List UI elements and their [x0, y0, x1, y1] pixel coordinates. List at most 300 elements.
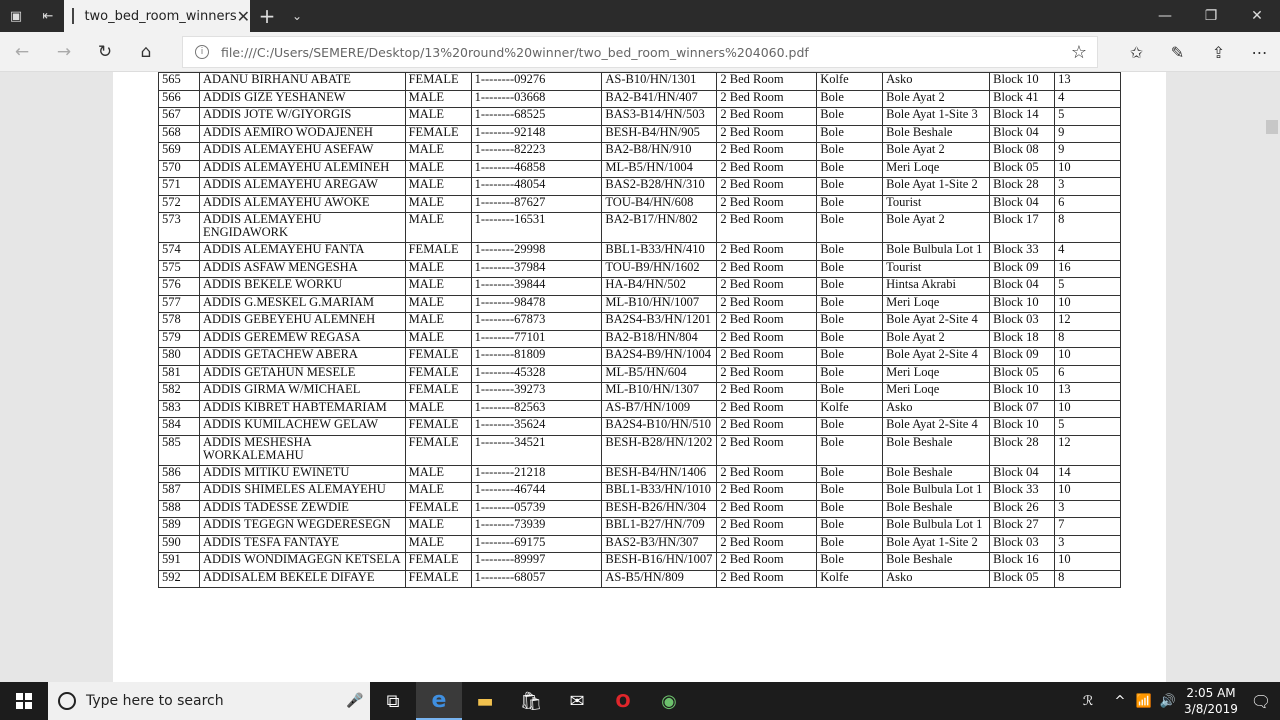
cell-floor: 10 [1055, 160, 1121, 178]
cell-full-name: ADDISALEM BEKELE DIFAYE [199, 570, 405, 588]
table-row [159, 178, 1121, 196]
cell-house-code: BESH-B4/HN/1406 [602, 465, 717, 483]
cell-sub-city: Bole [817, 365, 883, 383]
cell-full-name: ADANU BIRHANU ABATE [199, 73, 405, 91]
cell-house-code: BESH-B28/HN/1202 [602, 435, 717, 465]
cell-floor: 10 [1055, 553, 1121, 571]
cell-block: Block 04 [990, 125, 1055, 143]
cell-row-number: 588 [159, 500, 200, 518]
cell-row-number: 571 [159, 178, 200, 196]
cell-house-type: 2 Bed Room [717, 213, 817, 243]
wifi-icon[interactable]: 📶 [1135, 693, 1153, 709]
cell-row-number: 582 [159, 383, 200, 401]
cell-gender: MALE [405, 90, 471, 108]
cell-block: Block 14 [990, 108, 1055, 126]
cell-site: Meri Loqe [883, 383, 990, 401]
table-row [159, 278, 1121, 296]
cell-house-type: 2 Bed Room [717, 108, 817, 126]
favorites-icon[interactable]: ✩ [1129, 42, 1144, 62]
table-row [159, 500, 1121, 518]
cell-row-number: 578 [159, 313, 200, 331]
cell-site: Bole Bulbula Lot 1 [883, 518, 990, 536]
cell-sub-city: Bole [817, 435, 883, 465]
cell-block: Block 05 [990, 570, 1055, 588]
cell-gender: FEMALE [405, 500, 471, 518]
cell-gender: MALE [405, 483, 471, 501]
cell-floor: 5 [1055, 278, 1121, 296]
cell-house-type: 2 Bed Room [717, 383, 817, 401]
table-row [159, 213, 1121, 243]
cell-row-number: 577 [159, 295, 200, 313]
cell-row-number: 572 [159, 195, 200, 213]
minimize-button[interactable]: — [1158, 8, 1172, 24]
cell-house-type: 2 Bed Room [717, 195, 817, 213]
cell-site: Bole Bulbula Lot 1 [883, 243, 990, 261]
new-tab-icon[interactable]: + [258, 4, 276, 28]
cell-gender: FEMALE [405, 383, 471, 401]
table-row [159, 313, 1121, 331]
cell-gender: MALE [405, 195, 471, 213]
cell-floor: 5 [1055, 418, 1121, 436]
table-row [159, 108, 1121, 126]
favorite-star-icon[interactable]: ☆ [1070, 41, 1088, 63]
cell-full-name: ADDIS MESHESHA WORKALEMAHU [199, 435, 405, 465]
cell-sub-city: Bole [817, 108, 883, 126]
cell-sub-city: Bole [817, 295, 883, 313]
cell-full-name: ADDIS GETAHUN MESELE [199, 365, 405, 383]
cell-gender: FEMALE [405, 570, 471, 588]
table-row [159, 383, 1121, 401]
table-row [159, 553, 1121, 571]
cell-full-name: ADDIS MITIKU EWINETU [199, 465, 405, 483]
table-row [159, 160, 1121, 178]
cell-full-name: ADDIS GEBEYEHU ALEMNEH [199, 313, 405, 331]
address-url[interactable]: file:///C:/Users/SEMERE/Desktop/13%20round%20winner/two_bed_room_winners%204060.pdf [221, 44, 809, 60]
forward-icon[interactable]: → [56, 42, 72, 62]
address-bar[interactable] [182, 36, 1098, 68]
cell-floor: 5 [1055, 108, 1121, 126]
cell-full-name: ADDIS GETACHEW ABERA [199, 348, 405, 366]
pdf-next-page [113, 662, 1166, 682]
cell-sub-city: Bole [817, 178, 883, 196]
title-bar [0, 0, 1280, 32]
cell-row-number: 566 [159, 90, 200, 108]
mail-icon[interactable]: ✉ [569, 690, 585, 712]
task-view-icon[interactable]: ⧉ [386, 690, 400, 712]
cell-reg-number: 1--------45328 [471, 365, 602, 383]
winners-table [158, 72, 1121, 588]
cell-block: Block 16 [990, 553, 1055, 571]
cell-reg-number: 1--------34521 [471, 435, 602, 465]
cell-block: Block 10 [990, 295, 1055, 313]
cell-row-number: 583 [159, 400, 200, 418]
cell-house-code: BESH-B26/HN/304 [602, 500, 717, 518]
cell-sub-city: Bole [817, 125, 883, 143]
cell-reg-number: 1--------39273 [471, 383, 602, 401]
table-row [159, 365, 1121, 383]
cell-house-code: BBL1-B33/HN/1010 [602, 483, 717, 501]
cell-row-number: 585 [159, 435, 200, 465]
pen-icon[interactable]: ✎ [1170, 42, 1185, 62]
cell-full-name: ADDIS WONDIMAGEGN KETSELA [199, 553, 405, 571]
cell-house-type: 2 Bed Room [717, 483, 817, 501]
taskbar-search[interactable] [48, 682, 370, 720]
restore-button[interactable]: ❐ [1204, 8, 1218, 24]
table-row [159, 73, 1121, 91]
close-window-button[interactable]: ✕ [1251, 8, 1263, 24]
tab-close-icon[interactable]: ✕ [236, 6, 250, 26]
clock[interactable] [1180, 685, 1242, 717]
cell-full-name: ADDIS GIRMA W/MICHAEL [199, 383, 405, 401]
start-button[interactable] [0, 682, 48, 720]
cell-sub-city: Bole [817, 535, 883, 553]
table-row [159, 483, 1121, 501]
cell-full-name: ADDIS ALEMAYEHU ENGIDAWORK [199, 213, 405, 243]
cell-house-type: 2 Bed Room [717, 278, 817, 296]
set-tabs-aside-icon[interactable]: ⇤ [42, 8, 54, 24]
cell-house-code: BESH-B16/HN/1007 [602, 553, 717, 571]
cell-floor: 10 [1055, 483, 1121, 501]
cell-full-name: ADDIS GEREMEW REGASA [199, 330, 405, 348]
cell-reg-number: 1--------98478 [471, 295, 602, 313]
cell-house-type: 2 Bed Room [717, 73, 817, 91]
cell-block: Block 04 [990, 278, 1055, 296]
cell-full-name: ADDIS ALEMAYEHU AWOKE [199, 195, 405, 213]
cell-sub-city: Bole [817, 518, 883, 536]
cell-house-type: 2 Bed Room [717, 330, 817, 348]
cell-block: Block 28 [990, 435, 1055, 465]
cell-house-type: 2 Bed Room [717, 295, 817, 313]
cell-sub-city: Kolfe [817, 73, 883, 91]
cell-floor: 6 [1055, 195, 1121, 213]
cell-gender: MALE [405, 178, 471, 196]
cell-sub-city: Bole [817, 348, 883, 366]
table-row [159, 435, 1121, 465]
cell-floor: 10 [1055, 295, 1121, 313]
store-icon[interactable]: 🛍 [519, 690, 543, 712]
cell-sub-city: Kolfe [817, 400, 883, 418]
cell-block: Block 17 [990, 213, 1055, 243]
table-row [159, 535, 1121, 553]
cell-full-name: ADDIS KIBRET HABTEMARIAM [199, 400, 405, 418]
cell-block: Block 07 [990, 400, 1055, 418]
cell-site: Meri Loqe [883, 295, 990, 313]
cell-block: Block 09 [990, 348, 1055, 366]
cell-sub-city: Bole [817, 500, 883, 518]
cell-house-code: TOU-B4/HN/608 [602, 195, 717, 213]
cell-floor: 4 [1055, 90, 1121, 108]
table-row [159, 195, 1121, 213]
cell-row-number: 586 [159, 465, 200, 483]
cell-floor: 10 [1055, 348, 1121, 366]
cell-full-name: ADDIS ALEMAYEHU ALEMINEH [199, 160, 405, 178]
cell-reg-number: 1--------81809 [471, 348, 602, 366]
cell-block: Block 03 [990, 535, 1055, 553]
cell-floor: 12 [1055, 435, 1121, 465]
info-icon[interactable]: i [195, 45, 209, 59]
cell-site: Bole Bulbula Lot 1 [883, 483, 990, 501]
cell-gender: MALE [405, 260, 471, 278]
cell-house-type: 2 Bed Room [717, 465, 817, 483]
cell-house-code: ML-B5/HN/1004 [602, 160, 717, 178]
cell-row-number: 567 [159, 108, 200, 126]
cell-floor: 3 [1055, 500, 1121, 518]
cell-gender: MALE [405, 278, 471, 296]
cell-floor: 9 [1055, 143, 1121, 161]
cell-site: Bole Ayat 2-Site 4 [883, 313, 990, 331]
cell-sub-city: Bole [817, 278, 883, 296]
cell-block: Block 33 [990, 243, 1055, 261]
cell-reg-number: 1--------68057 [471, 570, 602, 588]
cell-reg-number: 1--------67873 [471, 313, 602, 331]
cell-block: Block 28 [990, 178, 1055, 196]
cell-reg-number: 1--------68525 [471, 108, 602, 126]
cell-house-code: BA2-B18/HN/804 [602, 330, 717, 348]
scrollbar-thumb[interactable] [1266, 120, 1278, 134]
cell-reg-number: 1--------82223 [471, 143, 602, 161]
cell-site: Bole Beshale [883, 500, 990, 518]
cell-full-name: ADDIS SHIMELES ALEMAYEHU [199, 483, 405, 501]
cell-gender: FEMALE [405, 243, 471, 261]
chrome-icon[interactable]: ◉ [661, 690, 677, 712]
cell-reg-number: 1--------82563 [471, 400, 602, 418]
cell-site: Bole Ayat 1-Site 3 [883, 108, 990, 126]
tab-preview-chevron-icon[interactable]: ⌄ [291, 9, 303, 23]
notification-icon[interactable]: 🗨 [1250, 691, 1272, 711]
cell-block: Block 10 [990, 418, 1055, 436]
cell-house-type: 2 Bed Room [717, 435, 817, 465]
cell-row-number: 581 [159, 365, 200, 383]
cell-house-code: AS-B7/HN/1009 [602, 400, 717, 418]
cell-floor: 6 [1055, 365, 1121, 383]
system-tray [1076, 682, 1280, 720]
cell-reg-number: 1--------46744 [471, 483, 602, 501]
cell-gender: MALE [405, 160, 471, 178]
cell-sub-city: Bole [817, 90, 883, 108]
more-icon[interactable]: ⋯ [1251, 42, 1268, 62]
cell-floor: 16 [1055, 260, 1121, 278]
cell-full-name: ADDIS ASFAW MENGESHA [199, 260, 405, 278]
cell-floor: 13 [1055, 383, 1121, 401]
cell-floor: 3 [1055, 178, 1121, 196]
cell-gender: MALE [405, 213, 471, 243]
opera-icon[interactable]: O [615, 690, 631, 712]
cell-house-type: 2 Bed Room [717, 570, 817, 588]
cell-house-code: ML-B10/HN/1307 [602, 383, 717, 401]
cell-block: Block 05 [990, 365, 1055, 383]
table-row [159, 260, 1121, 278]
cell-house-code: BA2-B8/HN/910 [602, 143, 717, 161]
cell-full-name: ADDIS ALEMAYEHU ASEFAW [199, 143, 405, 161]
cell-full-name: ADDIS KUMILACHEW GELAW [199, 418, 405, 436]
cell-gender: FEMALE [405, 418, 471, 436]
tab-pdf[interactable] [64, 0, 250, 32]
cell-block: Block 04 [990, 465, 1055, 483]
cell-reg-number: 1--------03668 [471, 90, 602, 108]
file-explorer-icon[interactable]: ▬ [476, 690, 494, 712]
cell-house-type: 2 Bed Room [717, 518, 817, 536]
table-row [159, 400, 1121, 418]
back-icon[interactable]: ← [14, 42, 30, 62]
clock-date: 3/8/2019 [1184, 702, 1238, 716]
cell-reg-number: 1--------21218 [471, 465, 602, 483]
cell-full-name: ADDIS TADESSE ZEWDIE [199, 500, 405, 518]
cell-site: Asko [883, 400, 990, 418]
clock-time: 2:05 AM [1186, 686, 1236, 700]
cell-row-number: 573 [159, 213, 200, 243]
cell-row-number: 575 [159, 260, 200, 278]
windows-logo-icon [16, 693, 32, 709]
cell-sub-city: Bole [817, 260, 883, 278]
cell-house-code: BA2-B41/HN/407 [602, 90, 717, 108]
cell-floor: 10 [1055, 400, 1121, 418]
table-row [159, 90, 1121, 108]
cell-row-number: 576 [159, 278, 200, 296]
cell-reg-number: 1--------46858 [471, 160, 602, 178]
cell-house-type: 2 Bed Room [717, 178, 817, 196]
cell-sub-city: Bole [817, 483, 883, 501]
cell-reg-number: 1--------29998 [471, 243, 602, 261]
cell-house-type: 2 Bed Room [717, 160, 817, 178]
cell-gender: FEMALE [405, 365, 471, 383]
cell-site: Bole Beshale [883, 125, 990, 143]
table-row [159, 295, 1121, 313]
show-hidden-icons-chevron-icon[interactable]: ^ [1114, 693, 1126, 709]
cell-reg-number: 1--------09276 [471, 73, 602, 91]
cell-house-type: 2 Bed Room [717, 500, 817, 518]
cell-gender: MALE [405, 143, 471, 161]
search-placeholder[interactable]: Type here to search [86, 693, 224, 709]
share-icon[interactable]: ⇪ [1211, 42, 1226, 62]
cell-house-code: ML-B5/HN/604 [602, 365, 717, 383]
cell-house-type: 2 Bed Room [717, 418, 817, 436]
cell-gender: FEMALE [405, 73, 471, 91]
cell-sub-city: Bole [817, 418, 883, 436]
pdf-page-icon [72, 8, 74, 24]
cell-site: Bole Ayat 2 [883, 143, 990, 161]
cell-house-type: 2 Bed Room [717, 143, 817, 161]
cell-gender: MALE [405, 313, 471, 331]
cell-gender: MALE [405, 518, 471, 536]
cell-row-number: 568 [159, 125, 200, 143]
edge-icon[interactable]: e [416, 682, 462, 720]
navigation-bar [0, 32, 1280, 72]
taskbar [0, 682, 1280, 720]
cell-block: Block 04 [990, 195, 1055, 213]
home-icon[interactable]: ⌂ [140, 42, 152, 62]
cell-block: Block 41 [990, 90, 1055, 108]
cell-house-type: 2 Bed Room [717, 260, 817, 278]
cell-floor: 8 [1055, 213, 1121, 243]
cell-gender: MALE [405, 330, 471, 348]
cell-house-type: 2 Bed Room [717, 125, 817, 143]
cell-reg-number: 1--------69175 [471, 535, 602, 553]
refresh-icon[interactable]: ↻ [97, 42, 113, 62]
table-row [159, 418, 1121, 436]
cell-site: Bole Ayat 2 [883, 90, 990, 108]
cell-block: Block 03 [990, 313, 1055, 331]
cell-full-name: ADDIS BEKELE WORKU [199, 278, 405, 296]
vertical-scrollbar[interactable] [1262, 72, 1280, 682]
cell-house-type: 2 Bed Room [717, 400, 817, 418]
cortana-icon [58, 692, 76, 710]
cell-sub-city: Bole [817, 383, 883, 401]
cell-sub-city: Bole [817, 160, 883, 178]
cell-house-code: HA-B4/HN/502 [602, 278, 717, 296]
cell-full-name: ADDIS JOTE W/GIYORGIS [199, 108, 405, 126]
cell-floor: 13 [1055, 73, 1121, 91]
cell-floor: 3 [1055, 535, 1121, 553]
cell-house-code: AS-B5/HN/809 [602, 570, 717, 588]
cell-floor: 9 [1055, 125, 1121, 143]
cell-floor: 7 [1055, 518, 1121, 536]
cell-sub-city: Bole [817, 553, 883, 571]
cell-gender: FEMALE [405, 348, 471, 366]
cell-gender: MALE [405, 535, 471, 553]
cell-reg-number: 1--------37984 [471, 260, 602, 278]
cell-site: Bole Ayat 2 [883, 330, 990, 348]
cell-house-type: 2 Bed Room [717, 365, 817, 383]
cell-gender: FEMALE [405, 553, 471, 571]
cell-house-type: 2 Bed Room [717, 553, 817, 571]
table-row [159, 348, 1121, 366]
cell-reg-number: 1--------35624 [471, 418, 602, 436]
cell-site: Bole Beshale [883, 465, 990, 483]
cell-full-name: ADDIS G.MESKEL G.MARIAM [199, 295, 405, 313]
cell-house-type: 2 Bed Room [717, 313, 817, 331]
cell-block: Block 26 [990, 500, 1055, 518]
cell-gender: MALE [405, 465, 471, 483]
cell-full-name: ADDIS AEMIRO WODAJENEH [199, 125, 405, 143]
cell-row-number: 587 [159, 483, 200, 501]
cell-house-code: BESH-B4/HN/905 [602, 125, 717, 143]
cell-site: Bole Ayat 2 [883, 213, 990, 243]
table-row [159, 570, 1121, 588]
people-icon[interactable]: ℛ [1082, 693, 1094, 709]
cell-floor: 8 [1055, 330, 1121, 348]
cell-site: Tourist [883, 195, 990, 213]
cell-row-number: 574 [159, 243, 200, 261]
table-row [159, 143, 1121, 161]
cell-reg-number: 1--------39844 [471, 278, 602, 296]
cell-site: Asko [883, 570, 990, 588]
cell-reg-number: 1--------92148 [471, 125, 602, 143]
pdf-viewer[interactable] [0, 72, 1280, 682]
volume-icon[interactable]: 🔊 [1159, 693, 1177, 709]
cell-site: Meri Loqe [883, 160, 990, 178]
cell-house-code: AS-B10/HN/1301 [602, 73, 717, 91]
cell-gender: MALE [405, 295, 471, 313]
cell-house-code: BAS3-B14/HN/503 [602, 108, 717, 126]
cell-full-name: ADDIS TESFA FANTAYE [199, 535, 405, 553]
cell-row-number: 569 [159, 143, 200, 161]
cell-site: Meri Loqe [883, 365, 990, 383]
cell-row-number: 565 [159, 73, 200, 91]
cell-block: Block 09 [990, 260, 1055, 278]
cell-reg-number: 1--------77101 [471, 330, 602, 348]
tab-actions-icon[interactable]: ▣ [9, 8, 23, 24]
cell-site: Bole Ayat 2-Site 4 [883, 418, 990, 436]
cell-site: Bole Ayat 2-Site 4 [883, 348, 990, 366]
cell-sub-city: Bole [817, 143, 883, 161]
cell-house-code: BAS2-B3/HN/307 [602, 535, 717, 553]
cell-reg-number: 1--------89997 [471, 553, 602, 571]
microphone-icon[interactable]: 🎤 [346, 693, 364, 709]
cell-sub-city: Kolfe [817, 570, 883, 588]
cell-reg-number: 1--------05739 [471, 500, 602, 518]
cell-row-number: 591 [159, 553, 200, 571]
table-row [159, 330, 1121, 348]
